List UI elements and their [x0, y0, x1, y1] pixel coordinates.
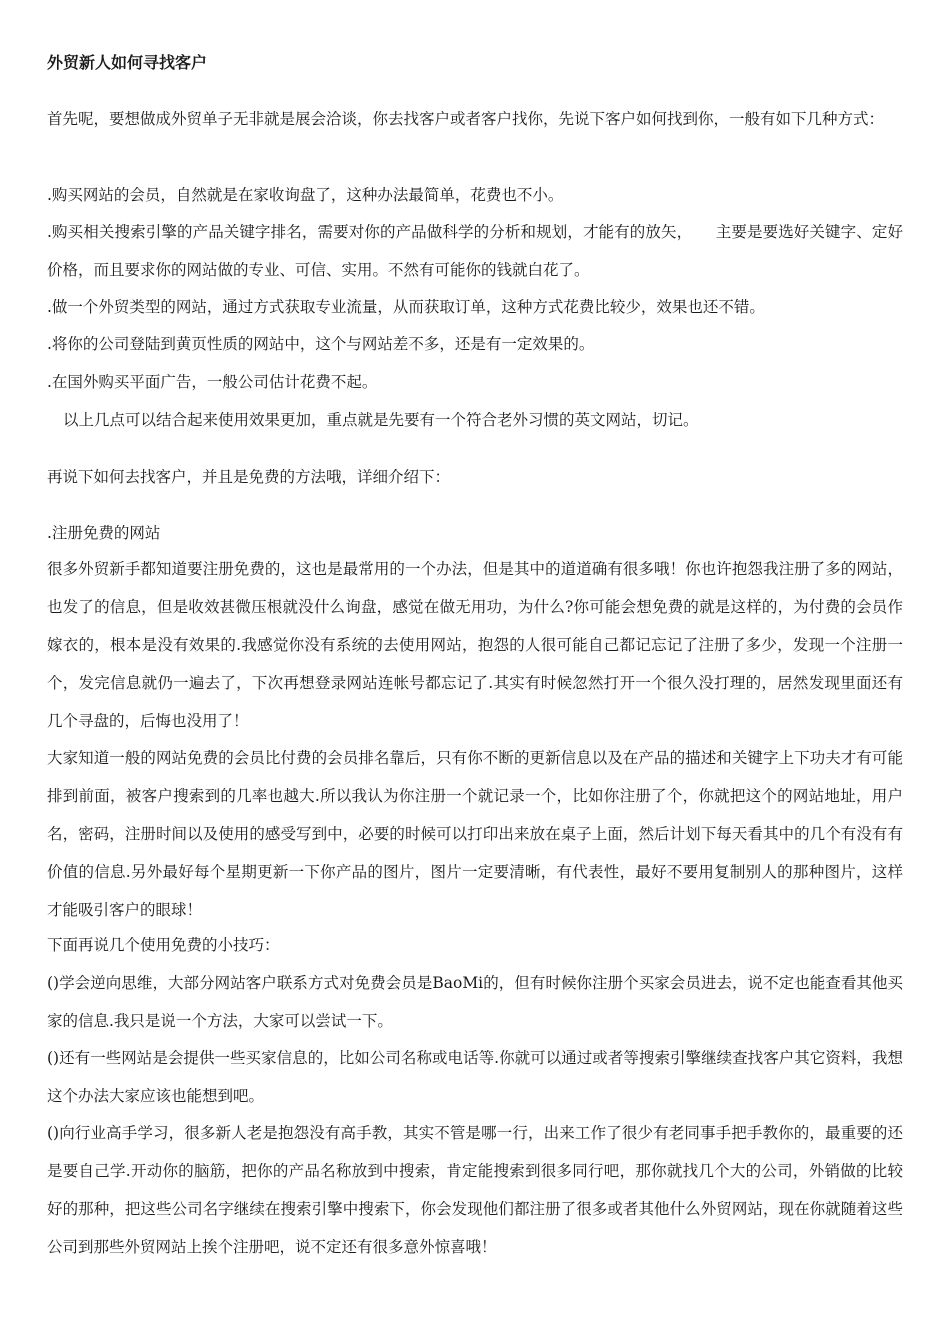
paragraph-method-3: .做一个外贸类型的网站，通过方式获取专业流量，从而获取订单，这种方式花费比较少，效果也还不错。 [47, 298, 765, 316]
paragraph-tip-2: ()还有一些网站是会提供一些买家信息的，比如公司名称或电话等.你就可以通过或者等搜索引擎继续查找客户其它资料，我想这个办法大家应该也能想到吧。 [47, 1049, 903, 1105]
section-heading-free-sites: .注册免费的网站 [47, 524, 161, 542]
paragraph-method-4: .将你的公司登陆到黄页性质的网站中，这个与网站差不多，还是有一定效果的。 [47, 335, 595, 353]
document-title: 外贸新人如何寻找客户 [47, 53, 208, 72]
paragraph-tip-1: ()学会逆向思维，大部分网站客户联系方式对免费会员是BaoMi的，但有时候你注册个买家会员进去，说不定也能查看其他买家的信息.我只是说一个方法，大家可以尝试一下。 [47, 974, 903, 1030]
paragraph-tip-3: ()向行业高手学习，很多新人老是抱怨没有高手教，其实不管是哪一行，出来工作了很少有老同事手把手教你的，最重要的还是要自己学.开动你的脑筋，把你的产品名称放到中搜索，肯定能搜索到很多同行吧，那你就找几个大的公司，外销做的比较好的那种，把这些公司名字继续在搜索引擎中搜索下，你会发现他们都注册了很多或者其他什么外贸网站，现在你就随着这些公司到那些外贸网站上挨个注册吧，说不定还有很多意外惊喜哦！ [47, 1124, 903, 1256]
paragraph-free-sites: 很多外贸新手都知道要注册免费的，这也是最常用的一个办法，但是其中的道道确有很多哦！你也许抱怨我注册了多的网站，也发了的信息，但是收效甚微压根就没什么询盘，感觉在做无用功，为什么?你可能会想免费的就是这样的，为付费的会员作嫁衣的，根本是没有效果的.我感觉你没有系统的去使用网站，抱怨的人很可能自己都记忘记了注册了多少，发现一个注册一个，发完信息就仍一遍去了，下次再想登录网站连帐号都忘记了.其实有时候忽然打开一个很久没打理的，居然发现里面还有几个寻盘的，后悔也没用了！ [47, 560, 903, 730]
paragraph-transition: 再说下如何去找客户，并且是免费的方法哦，详细介绍下： [47, 468, 451, 486]
paragraph-method-2: .购买相关搜索引擎的产品关键字排名，需要对你的产品做科学的分析和规划，才能有的放矢， 主要是要选好关键字、定好价格，而且要求你的网站做的专业、可信、实用。不然有可能你的钱就白花了。 [47, 223, 903, 279]
paragraph-ranking: 大家知道一般的网站免费的会员比付费的会员排名靠后，只有你不断的更新信息以及在产品的描述和关键字上下功夫才有可能排到前面，被客户搜索到的几率也越大.所以我认为你注册一个就记录一个，比如你注册了个，你就把这个的网站地址，用户名，密码，注册时间以及使用的感受写到中，必要的时候可以打印出来放在桌子上面，然后计划下每天看其中的几个有没有有价值的信息.另外最好每个星期更新一下你产品的图片，图片一定要清晰，有代表性，最好不要用复制别人的那种图片，这样才能吸引客户的眼球！ [47, 749, 903, 919]
paragraph-intro: 首先呢，要想做成外贸单子无非就是展会洽谈，你去找客户或者客户找你，先说下客户如何找到你，一般有如下几种方式： [47, 110, 885, 128]
paragraph-summary: 以上几点可以结合起来使用效果更加，重点就是先要有一个符合老外习惯的英文网站，切记。 [63, 411, 699, 429]
paragraph-method-1: .购买网站的会员，自然就是在家收询盘了，这种办法最简单，花费也不小。 [47, 186, 564, 204]
paragraph-tips-intro: 下面再说几个使用免费的小技巧： [47, 936, 280, 954]
paragraph-method-5: .在国外购买平面广告，一般公司估计花费不起。 [47, 373, 378, 391]
